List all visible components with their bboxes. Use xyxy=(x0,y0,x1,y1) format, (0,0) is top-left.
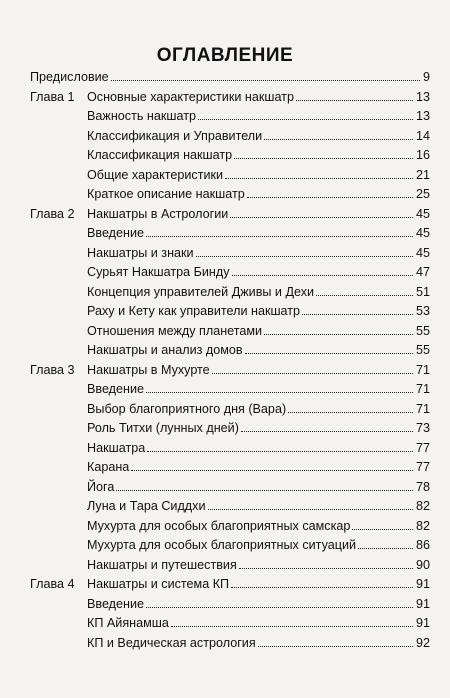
toc-entry-line xyxy=(87,361,430,381)
toc-entry-line xyxy=(87,419,430,439)
toc-entry xyxy=(30,224,430,244)
toc-entry xyxy=(30,341,430,361)
page-number: 78 xyxy=(415,479,430,494)
entry-title: Накшатра xyxy=(87,440,146,455)
toc-entry-line xyxy=(87,380,430,400)
page-number: 13 xyxy=(415,109,430,123)
entry-title: Накшатры и анализ домов xyxy=(87,343,243,357)
entry-title: Введение xyxy=(87,382,145,396)
entry-title: Накшатры и система КП xyxy=(87,577,230,591)
dot-leader xyxy=(212,372,413,374)
toc-entry xyxy=(30,536,430,556)
dot-leader xyxy=(288,411,413,413)
dot-leader xyxy=(147,450,413,452)
toc-entry xyxy=(30,614,430,634)
toc-entry-line xyxy=(87,595,430,615)
page-number: 9 xyxy=(422,70,430,84)
toc-entry-line xyxy=(87,497,430,517)
toc-entry xyxy=(30,302,430,322)
page-number: 55 xyxy=(415,343,430,357)
page-number: 90 xyxy=(415,557,430,572)
page-number: 21 xyxy=(415,167,430,182)
entry-title: Основные характеристики накшатр xyxy=(87,89,294,104)
dot-leader xyxy=(358,547,413,549)
toc-entry-line xyxy=(87,536,430,556)
toc-entry xyxy=(30,283,430,303)
entry-title: Общие характеристики xyxy=(87,167,224,182)
toc-entry xyxy=(30,478,430,498)
toc-entry-line xyxy=(87,205,430,225)
toc-entry-line xyxy=(87,244,430,264)
toc-entry-line xyxy=(87,146,430,166)
page-number: 91 xyxy=(415,616,430,630)
toc-entry xyxy=(30,205,430,225)
toc-entry xyxy=(30,361,430,381)
dot-leader xyxy=(146,391,413,393)
toc-entry-line xyxy=(87,302,430,322)
toc-entry xyxy=(30,185,430,205)
table-of-contents xyxy=(30,68,430,653)
chapter-label: Глава 4 xyxy=(30,577,75,591)
chapter-label: Глава 2 xyxy=(30,206,75,221)
page-number: 16 xyxy=(415,148,430,162)
toc-entry-line xyxy=(87,400,430,420)
entry-title: Роль Титхи (лунных дней) xyxy=(87,421,239,435)
entry-title: Накшатры в Астрологии xyxy=(87,206,229,221)
toc-entry xyxy=(30,497,430,517)
toc-entry xyxy=(30,166,430,186)
entry-title: Введение xyxy=(87,226,145,240)
dot-leader xyxy=(264,333,413,335)
page-number: 86 xyxy=(415,538,430,552)
dot-leader xyxy=(302,313,413,315)
toc-entry-line xyxy=(87,88,430,108)
toc-entry xyxy=(30,380,430,400)
toc-entry-line xyxy=(87,478,430,498)
dot-leader xyxy=(225,177,413,179)
toc-entry-line xyxy=(87,127,430,147)
entry-title: КП и Ведическая астрология xyxy=(87,635,256,650)
toc-entry xyxy=(30,263,430,283)
toc-entry xyxy=(30,419,430,439)
toc-entry-line xyxy=(87,224,430,244)
page-number: 45 xyxy=(415,206,430,221)
toc-entry xyxy=(30,107,430,127)
toc-entry xyxy=(30,88,430,108)
page-number: 77 xyxy=(415,460,430,474)
page-number: 45 xyxy=(415,245,430,260)
page-number: 45 xyxy=(415,226,430,240)
toc-entry-line xyxy=(87,185,430,205)
entry-title: Карана xyxy=(87,460,130,474)
toc-entry-line xyxy=(87,283,430,303)
dot-leader xyxy=(316,294,413,296)
dot-leader xyxy=(245,352,413,354)
toc-entry xyxy=(30,458,430,478)
dot-leader xyxy=(111,79,420,81)
page-number: 73 xyxy=(415,421,430,435)
toc-entry-line xyxy=(87,634,430,654)
page-number: 82 xyxy=(415,499,430,513)
entry-title: Сурьят Накшатра Бинду xyxy=(87,265,230,279)
entry-title: Классификация накшатр xyxy=(87,148,233,162)
page-number: 77 xyxy=(415,440,430,455)
toc-entry-line xyxy=(87,263,430,283)
dot-leader xyxy=(241,430,413,432)
page-number: 53 xyxy=(415,304,430,318)
toc-entry xyxy=(30,244,430,264)
toc-entry-line xyxy=(87,556,430,576)
entry-title: Раху и Кету как управители накшатр xyxy=(87,304,301,318)
toc-entry-line xyxy=(87,341,430,361)
toc-entry-line xyxy=(87,458,430,478)
entry-title: Введение xyxy=(87,596,145,611)
entry-title: Классификация и Управители xyxy=(87,128,263,143)
dot-leader xyxy=(171,625,413,627)
dot-leader xyxy=(239,567,413,569)
dot-leader xyxy=(232,274,413,276)
entry-title: Мухурта для особых благоприятных самскар xyxy=(87,518,351,533)
toc-entry-line xyxy=(87,166,430,186)
entry-title: Мухурта для особых благоприятных ситуаций xyxy=(87,538,357,552)
page-number: 71 xyxy=(415,401,430,416)
toc-entry xyxy=(30,556,430,576)
page-number: 92 xyxy=(415,635,430,650)
dot-leader xyxy=(116,489,413,491)
toc-entry-line xyxy=(87,322,430,342)
entry-title: Выбор благоприятного дня (Вара) xyxy=(87,401,287,416)
page-number: 71 xyxy=(415,382,430,396)
dot-leader xyxy=(258,645,413,647)
page-number: 91 xyxy=(415,577,430,591)
toc-entry xyxy=(30,517,430,537)
entry-title: Йога xyxy=(87,479,115,494)
dot-leader xyxy=(208,508,413,510)
toc-entry xyxy=(30,68,430,88)
toc-entry xyxy=(30,575,430,595)
toc-entry-line xyxy=(87,614,430,634)
dot-leader xyxy=(231,586,413,588)
dot-leader xyxy=(146,606,413,608)
dot-leader xyxy=(146,235,413,237)
page-number: 51 xyxy=(415,284,430,299)
toc-entry xyxy=(30,127,430,147)
toc-entry-line xyxy=(30,68,430,88)
toc-entry-line xyxy=(87,107,430,127)
toc-entry-line xyxy=(87,439,430,459)
dot-leader xyxy=(352,528,413,530)
page-number: 82 xyxy=(415,518,430,533)
page-number: 47 xyxy=(415,265,430,279)
entry-title: Накшатры и путешествия xyxy=(87,557,237,572)
dot-leader xyxy=(296,99,413,101)
entry-title: Предисловие xyxy=(30,70,109,84)
chapter-label: Глава 3 xyxy=(30,362,75,377)
dot-leader xyxy=(198,118,413,120)
entry-title: Концепция управителей Дживы и Дехи xyxy=(87,284,315,299)
page-title: ОГЛАВЛЕНИЕ xyxy=(156,45,294,66)
entry-title: Важность накшатр xyxy=(87,109,196,123)
toc-entry xyxy=(30,439,430,459)
dot-leader xyxy=(131,469,413,471)
page-number: 13 xyxy=(415,89,430,104)
toc-entry-line xyxy=(87,517,430,537)
page-number: 25 xyxy=(415,187,430,201)
toc-entry xyxy=(30,634,430,654)
entry-title: Накшатры в Мухурте xyxy=(87,362,210,377)
toc-entry xyxy=(30,400,430,420)
dot-leader xyxy=(264,138,413,140)
dot-leader xyxy=(247,196,413,198)
entry-title: КП Айянамша xyxy=(87,616,169,630)
toc-entry xyxy=(30,595,430,615)
page-number: 71 xyxy=(415,362,430,377)
entry-title: Накшатры и знаки xyxy=(87,245,194,260)
page-number: 14 xyxy=(415,128,430,143)
entry-title: Луна и Тара Сиддхи xyxy=(87,499,206,513)
page-number: 55 xyxy=(415,323,430,338)
dot-leader xyxy=(196,255,413,257)
toc-entry xyxy=(30,146,430,166)
toc-entry xyxy=(30,322,430,342)
dot-leader xyxy=(230,216,413,218)
dot-leader xyxy=(234,157,413,159)
entry-title: Краткое описание накшатр xyxy=(87,187,245,201)
entry-title: Отношения между планетами xyxy=(87,323,263,338)
toc-entry-line xyxy=(87,575,430,595)
chapter-label: Глава 1 xyxy=(30,89,75,104)
page-number: 91 xyxy=(415,596,430,611)
